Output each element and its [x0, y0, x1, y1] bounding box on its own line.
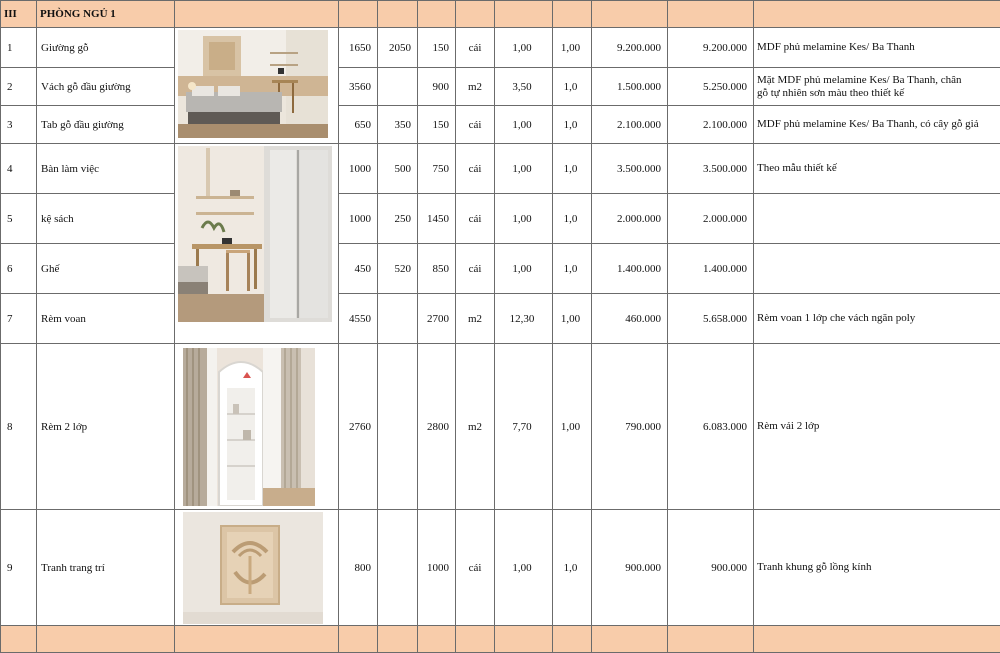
coefficient: 1,00 [553, 294, 592, 344]
unit-price: 790.000 [592, 344, 668, 510]
unit: cái [456, 28, 495, 68]
note-line: MDF phủ melamine Kes/ Ba Thanh [757, 41, 1000, 54]
coefficient: 1,00 [553, 28, 592, 68]
unit: m2 [456, 294, 495, 344]
item-name: Ghế [37, 244, 175, 294]
note-line: Rèm vải 2 lớp [757, 420, 1000, 433]
next-section-row [1, 626, 1000, 653]
section-blank-cell [1, 626, 37, 653]
section-blank-cell [378, 626, 418, 653]
dimension-length: 1000 [339, 194, 378, 244]
coefficient: 1,0 [553, 510, 592, 626]
section-blank-cell [754, 626, 1000, 653]
dimension-height: 850 [418, 244, 456, 294]
table-row [1, 194, 1000, 244]
section-blank-cell [495, 626, 553, 653]
row-number: 4 [1, 144, 37, 194]
dimension-height: 1000 [418, 510, 456, 626]
row-number: 5 [1, 194, 37, 244]
note [754, 144, 1000, 194]
section-blank-cell [175, 1, 339, 28]
coefficient: 1,00 [553, 344, 592, 510]
note-line: Mặt MDF phủ melamine Kes/ Ba Thanh, chân [757, 74, 1000, 87]
unit-price: 1.400.000 [592, 244, 668, 294]
note-line: Rèm voan 1 lớp che vách ngăn poly [757, 312, 1000, 325]
section-blank-cell [553, 1, 592, 28]
line-total: 6.083.000 [668, 344, 754, 510]
unit: cái [456, 510, 495, 626]
unit-price: 460.000 [592, 294, 668, 344]
quantity: 1,00 [495, 28, 553, 68]
item-name: Tab gỗ đầu giường [37, 106, 175, 144]
item-name: Tranh trang trí [37, 510, 175, 626]
section-blank-cell [175, 626, 339, 653]
line-total: 3.500.000 [668, 144, 754, 194]
dimension-height: 150 [418, 28, 456, 68]
dimension-depth [378, 344, 418, 510]
table-row [1, 144, 1000, 194]
unit: cái [456, 194, 495, 244]
note [754, 28, 1000, 68]
table-row [1, 510, 1000, 626]
line-total: 5.658.000 [668, 294, 754, 344]
section-blank-cell [668, 1, 754, 28]
item-name: Rèm 2 lớp [37, 344, 175, 510]
table-row [1, 28, 1000, 68]
note-line: Tranh khung gỗ lồng kính [757, 561, 1000, 574]
note [754, 194, 1000, 244]
curtain-photo [175, 344, 339, 510]
unit-price: 2.100.000 [592, 106, 668, 144]
quantity: 1,00 [495, 510, 553, 626]
dimension-length: 450 [339, 244, 378, 294]
dimension-length: 2760 [339, 344, 378, 510]
dimension-depth [378, 294, 418, 344]
coefficient: 1,0 [553, 68, 592, 106]
unit: cái [456, 244, 495, 294]
unit-price: 900.000 [592, 510, 668, 626]
dimension-height: 1450 [418, 194, 456, 244]
note [754, 344, 1000, 510]
line-total: 9.200.000 [668, 28, 754, 68]
section-blank-cell [495, 1, 553, 28]
quantity: 3,50 [495, 68, 553, 106]
dimension-height: 2700 [418, 294, 456, 344]
line-total: 5.250.000 [668, 68, 754, 106]
item-name: Vách gỗ đầu giường [37, 68, 175, 106]
bedroom-bed-photo [175, 28, 339, 144]
row-number: 6 [1, 244, 37, 294]
section-blank-cell [418, 1, 456, 28]
dimension-depth: 520 [378, 244, 418, 294]
quantity: 1,00 [495, 144, 553, 194]
dimension-length: 1650 [339, 28, 378, 68]
note [754, 244, 1000, 294]
line-total: 2.100.000 [668, 106, 754, 144]
wall-art-photo [175, 510, 339, 626]
note [754, 510, 1000, 626]
section-blank-cell [339, 626, 378, 653]
desk-area-photo [175, 144, 339, 344]
quantity: 1,00 [495, 194, 553, 244]
row-number: 7 [1, 294, 37, 344]
item-name: Giường gỗ [37, 28, 175, 68]
coefficient: 1,0 [553, 194, 592, 244]
line-total: 1.400.000 [668, 244, 754, 294]
section-number: III [1, 1, 37, 28]
dimension-length: 3560 [339, 68, 378, 106]
table-row [1, 68, 1000, 106]
dimension-height: 750 [418, 144, 456, 194]
unit: m2 [456, 344, 495, 510]
section-blank-cell [418, 626, 456, 653]
section-blank-cell [668, 626, 754, 653]
quantity: 7,70 [495, 344, 553, 510]
dimension-depth: 250 [378, 194, 418, 244]
section-title: PHÒNG NGỦ 1 [37, 1, 175, 28]
dimension-length: 4550 [339, 294, 378, 344]
unit-price: 2.000.000 [592, 194, 668, 244]
quantity: 1,00 [495, 106, 553, 144]
note-line: gỗ tự nhiên sơn màu theo thiết kế [757, 87, 1000, 100]
coefficient: 1,0 [553, 244, 592, 294]
table-row [1, 106, 1000, 144]
item-name: Rèm voan [37, 294, 175, 344]
section-blank-cell [378, 1, 418, 28]
dimension-length: 1000 [339, 144, 378, 194]
section-header-row [1, 1, 1000, 28]
note [754, 294, 1000, 344]
section-blank-cell [553, 626, 592, 653]
section-blank-cell [456, 626, 495, 653]
bed-render-image [178, 30, 328, 138]
quantity: 1,00 [495, 244, 553, 294]
table-row [1, 244, 1000, 294]
dimension-length: 800 [339, 510, 378, 626]
dimension-height: 2800 [418, 344, 456, 510]
dimension-depth: 350 [378, 106, 418, 144]
section-blank-cell [592, 626, 668, 653]
dimension-depth: 500 [378, 144, 418, 194]
unit-price: 9.200.000 [592, 28, 668, 68]
wall-art-image [183, 512, 323, 624]
table-row [1, 344, 1000, 510]
section-blank-cell [456, 1, 495, 28]
note-line: MDF phủ melamine Kes/ Ba Thanh, có cây gỗ giả [757, 118, 1000, 131]
row-number: 9 [1, 510, 37, 626]
dimension-depth [378, 510, 418, 626]
dimension-length: 650 [339, 106, 378, 144]
dimension-depth [378, 68, 418, 106]
row-number: 1 [1, 28, 37, 68]
item-name: Bàn làm việc [37, 144, 175, 194]
unit: cái [456, 106, 495, 144]
dimension-depth: 2050 [378, 28, 418, 68]
note [754, 106, 1000, 144]
section-blank-cell [754, 1, 1000, 28]
desk-render-image [178, 146, 332, 322]
unit: cái [456, 144, 495, 194]
note-line: Theo mẫu thiết kế [757, 162, 1000, 175]
curtain-render-image [183, 348, 315, 506]
dimension-height: 900 [418, 68, 456, 106]
coefficient: 1,0 [553, 106, 592, 144]
line-total: 2.000.000 [668, 194, 754, 244]
row-number: 8 [1, 344, 37, 510]
section-blank-cell [339, 1, 378, 28]
unit-price: 3.500.000 [592, 144, 668, 194]
unit-price: 1.500.000 [592, 68, 668, 106]
quantity: 12,30 [495, 294, 553, 344]
coefficient: 1,0 [553, 144, 592, 194]
note [754, 68, 1000, 106]
section-blank-cell [592, 1, 668, 28]
table-row [1, 294, 1000, 344]
row-number: 3 [1, 106, 37, 144]
unit: m2 [456, 68, 495, 106]
dimension-height: 150 [418, 106, 456, 144]
row-number: 2 [1, 68, 37, 106]
item-name: kệ sách [37, 194, 175, 244]
line-total: 900.000 [668, 510, 754, 626]
section-blank-cell [37, 626, 175, 653]
